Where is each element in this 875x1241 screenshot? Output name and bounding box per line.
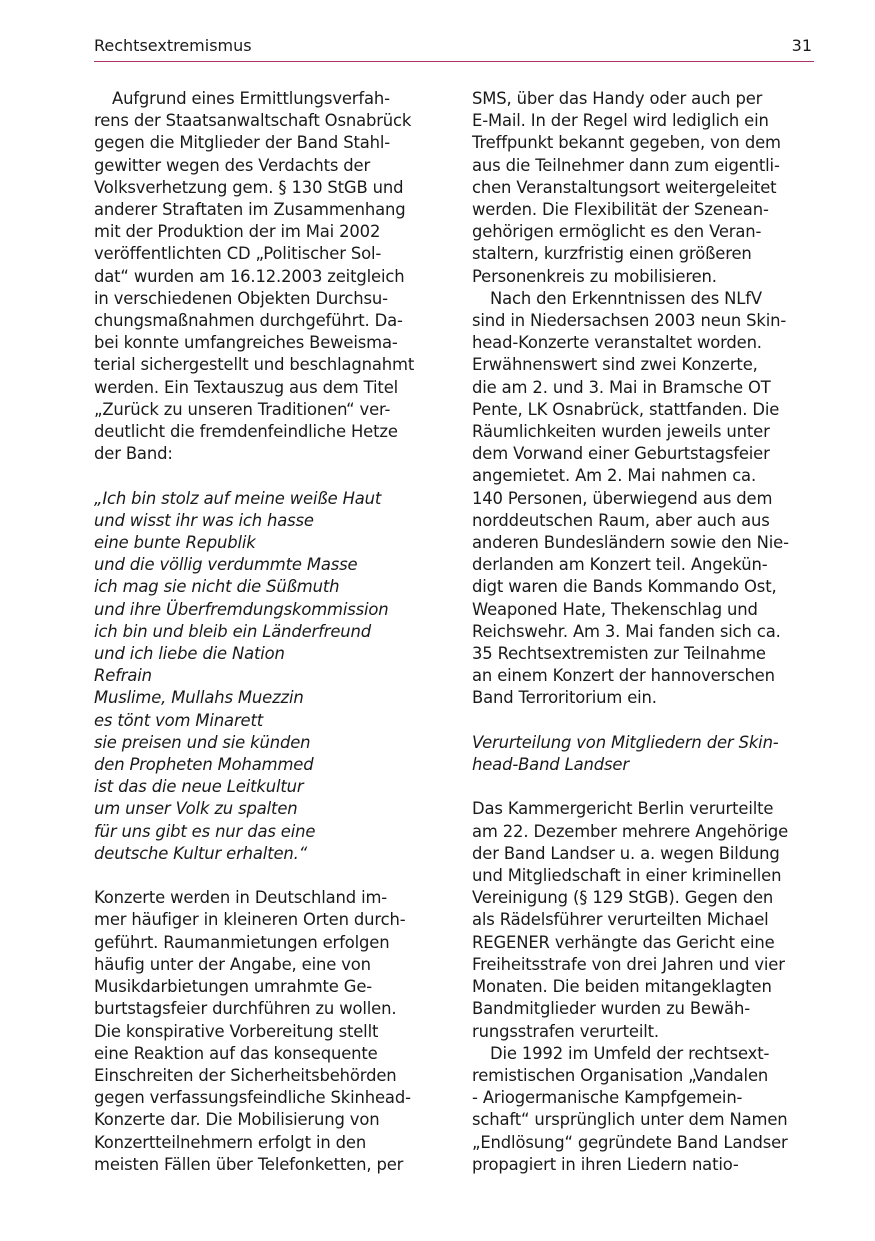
text-line: rens der Staatsanwaltschaft Osnabrück [94,111,412,131]
text-line: chen Veranstaltungsort weitergeleitet [472,177,777,197]
text-line: Vereinigung (§ 129 StGB). Gegen den [472,888,774,908]
text-line: remistischen Organisation „Vandalen [472,1065,769,1085]
text-line: Pente, LK Osnabrück, stattfanden. Die [472,399,780,419]
right-column [472,88,817,1176]
spacer [94,465,439,487]
text-line: - Ariogermanische Kampfgemein- [472,1088,743,1108]
text-line: werden. Ein Textauszug aus dem Titel [94,377,399,397]
spacer [472,776,817,798]
text-line: als Rädelsführer verurteilten Michael [472,910,769,930]
text-line: Muslime, Mullahs Muezzin [94,688,304,708]
text-line: werden. Die Flexibilität der Szenean- [472,200,769,220]
text-line: geführt. Raumanmietungen erfolgen [94,932,390,952]
text-line: SMS, über das Handy oder auch per [472,89,763,108]
text-line: Musikdarbietungen umrahmte Ge- [94,977,373,997]
text-line: Weaponed Hate, Thekenschlag und [472,599,758,619]
paragraph-landser-history [472,1043,817,1176]
text-line: Einschreiten der Sicherheitsbehörden [94,1065,397,1085]
text-line: 35 Rechtsextremisten zur Teilnahme [472,644,766,664]
paragraph-verdict [472,798,817,1042]
text-line: Band Terroritorium ein. [472,688,657,708]
text-line: anderer Straftaten im Zusammenhang [94,200,406,220]
text-line: ich bin und bleib ein Länderfreund [94,621,372,641]
text-line: staltern, kurzfristig einen größeren [472,244,752,264]
text-line: Monaten. Die beiden mitangeklagten [472,977,772,997]
text-line: „Endlösung“ gegründete Band Landser [472,1132,788,1152]
paragraph-nlfv-concerts [472,288,817,710]
text-line: gehörigen ermöglicht es den Veran- [472,222,762,242]
text-line: Konzerte dar. Die Mobilisierung von [94,1110,380,1130]
text-line: mit der Produktion der im Mai 2002 [94,222,381,242]
text-line: Die 1992 im Umfeld der rechtsext- [490,1043,770,1063]
text-line: an einem Konzert der hannoverschen [472,666,775,686]
text-line: meisten Fällen über Telefonketten, per [94,1154,404,1174]
text-line: um unser Volk zu spalten [94,799,298,819]
running-header [94,33,814,62]
text-line: die am 2. und 3. Mai in Bramsche OT [472,377,771,397]
text-line: Konzerte werden in Deutschland im- [94,888,388,908]
text-line: Nach den Erkenntnissen des NLfV [490,288,762,308]
text-line: digt waren die Bands Kommando Ost, [472,577,777,597]
text-line: den Propheten Mohammed [94,755,314,775]
text-line: und ihre Überfremdungskommission [94,599,389,619]
text-line: ist das die neue Leitkultur [94,777,304,797]
text-line: head-Band Landser [472,755,629,775]
text-line: gewitter wegen des Verdachts der [94,155,371,175]
paragraph-raid [94,88,439,465]
text-line: Erwähnenswert sind zwei Konzerte, [472,355,758,375]
text-line: Treffpunkt bekannt gegeben, von dem [472,133,781,153]
text-line: aus die Teilnehmer dann zum eigentli- [472,155,780,175]
text-line: norddeutschen Raum, aber auch aus [472,510,770,530]
text-line: der Band Landser u. a. wegen Bildung [472,843,780,863]
text-line: Bandmitglieder wurden zu Bewäh- [472,999,751,1019]
text-line: Verurteilung von Mitgliedern der Skin- [472,732,779,752]
text-line: propagiert in ihren Liedern natio- [472,1154,739,1174]
text-line: Aufgrund eines Ermittlungsverfah- [112,89,390,108]
text-line: es tönt vom Minarett [94,710,264,730]
text-line: anderen Bundesländern sowie den Nie- [472,533,789,553]
text-line: 140 Personen, überwiegend aus dem [472,488,773,508]
text-line: angemietet. Am 2. Mai nahmen ca. [472,466,757,486]
text-line: derlanden am Konzert teil. Angekün- [472,555,768,575]
text-line: chungsmaßnahmen durchgeführt. Da- [94,311,403,331]
text-line: head-Konzerte veranstaltet worden. [472,333,762,353]
text-line: und Mitgliedschaft in einer kriminellen [472,866,782,886]
section-subheading [472,732,817,776]
text-line: am 22. Dezember mehrere Angehörige [472,821,789,841]
text-line: häufig unter der Angabe, eine von [94,954,371,974]
text-line: deutsche Kultur erhalten.“ [94,843,308,863]
text-line: deutlicht die fremdenfeindliche Hetze [94,422,398,442]
text-line: Freiheitsstrafe von drei Jahren und vier [472,954,785,974]
text-line: eine bunte Republik [94,533,256,553]
text-line: Räumlichkeiten wurden jeweils unter [472,422,770,442]
lyrics-quote [94,488,439,865]
text-line: eine Reaktion auf das konsequente [94,1043,378,1063]
text-line: REGENER verhängte das Gericht eine [472,932,775,952]
text-line: E-Mail. In der Regel wird lediglich ein [472,111,769,131]
page-number: 31 [791,36,812,55]
text-line: Reichswehr. Am 3. Mai fanden sich ca. [472,621,781,641]
text-line: burtstagsfeier durchführen zu wollen. [94,999,397,1019]
header-title: Rechtsextremismus [94,36,252,55]
text-line: schaft“ ursprünglich unter dem Namen [472,1110,788,1130]
text-line: sie preisen und sie künden [94,732,311,752]
text-line: rungsstrafen verurteilt. [472,1021,659,1041]
text-line: ich mag sie nicht die Süßmuth [94,577,340,597]
text-line: und die völlig verdummte Masse [94,555,358,575]
text-line: Konzertteilnehmern erfolgt in den [94,1132,367,1152]
text-line: dat“ wurden am 16.12.2003 zeitgleich [94,266,405,286]
text-line: in verschiedenen Objekten Durchsu- [94,288,388,308]
text-line: gegen verfassungsfeindliche Skinhead- [94,1088,411,1108]
text-line: „Ich bin stolz auf meine weiße Haut [94,488,382,508]
text-line: Personenkreis zu mobilisieren. [472,266,717,286]
text-line: für uns gibt es nur das eine [94,821,316,841]
text-line: Die konspirative Vorbereitung stellt [94,1021,379,1041]
text-line: und wisst ihr was ich hasse [94,510,314,530]
text-line: Volksverhetzung gem. § 130 StGB und [94,177,404,197]
text-line: Das Kammergericht Berlin verurteilte [472,799,774,819]
left-column [94,88,439,1176]
text-line: gegen die Mitglieder der Band Stahl- [94,133,391,153]
text-line: Refrain [94,666,152,686]
text-line: sind in Niedersachsen 2003 neun Skin- [472,311,787,331]
text-line: terial sichergestellt und beschlagnahmt [94,355,415,375]
text-line: dem Vorwand einer Geburtstagsfeier [472,444,770,464]
text-line: und ich liebe die Nation [94,644,285,664]
text-line: veröffentlichten CD „Politischer Sol- [94,244,382,264]
text-line: der Band: [94,444,173,464]
text-line: bei konnte umfangreiches Beweisma- [94,333,398,353]
paragraph-concerts [94,887,439,1176]
spacer [94,865,439,887]
text-line: „Zurück zu unseren Traditionen“ ver- [94,399,391,419]
paragraph-mobilization [472,88,817,288]
text-line: mer häufiger in kleineren Orten durch- [94,910,406,930]
spacer [472,710,817,732]
